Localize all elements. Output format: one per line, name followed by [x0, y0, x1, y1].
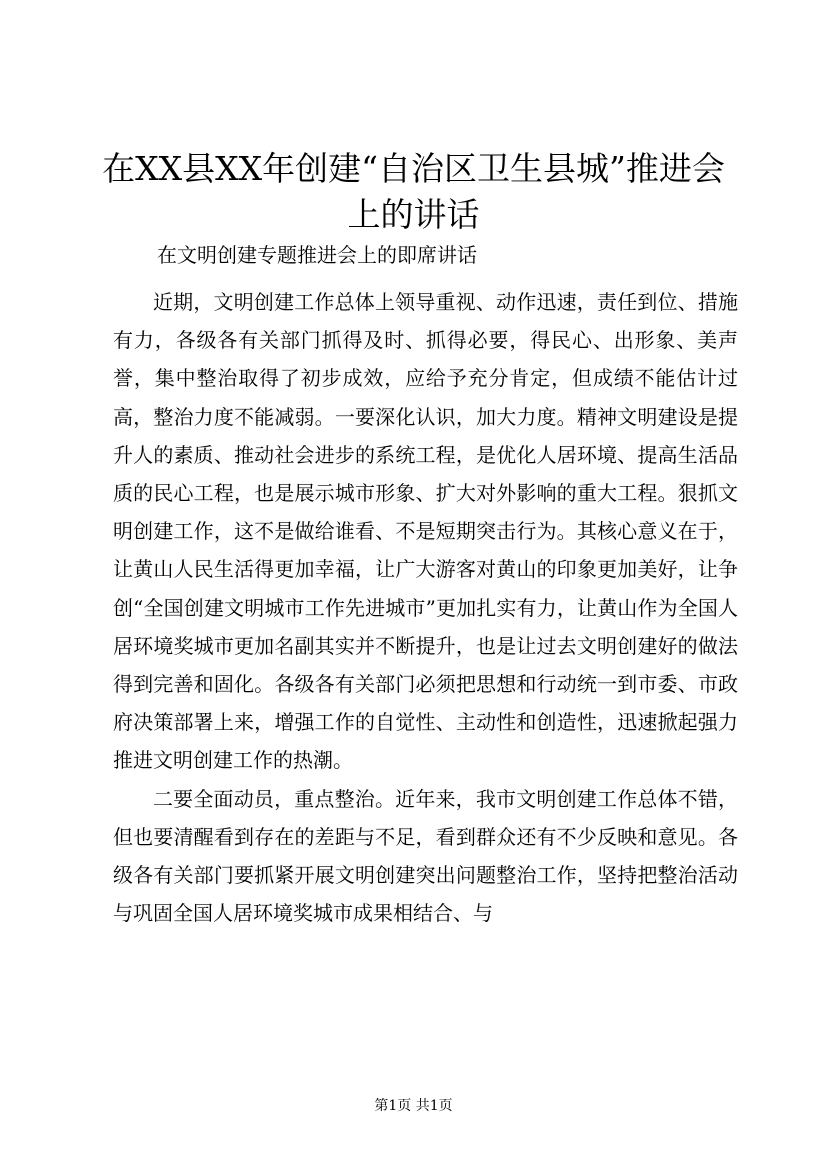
document-subtitle: 在文明创建专题推进会上的即席讲话: [157, 243, 477, 267]
body-paragraph: 二要全面动员，重点整治。近年来，我市文明创建工作总体不错，但也要清醒看到存在的差距与不足，看到群众还有不少反映和意见。各级各有关部门要抓紧开展文明创建突出问题整治工作，坚持把整治活动与巩固全国人居环境奖城市成果相结合、与: [113, 786, 738, 926]
body-paragraph: 近期，文明创建工作总体上领导重视、动作迅速，责任到位、措施有力，各级各有关部门抓得及时、抓得必要，得民心、出形象、美声誉，集中整治取得了初步成效，应给予充分肯定，但成绩不能估计过高，整治力度不能减弱。一要深化认识，加大力度。精神文明建设是提升人的素质、推动社会进步的系统工程，是优化人居环境、提高生活品质的民心工程，也是展示城市形象、扩大对外影响的重大工程。狠抓文明创建工作，这不是做给谁看、不是短期突击行为。其核心意义在于，让黄山人民生活得更加幸福，让广大游客对黄山的印象更加美好，让争创“全国创建文明城市工作先进城市”更加扎实有力，让黄山作为全国人居环境奖城市更加名副其实并不断提升，也是让过去文明创建好的做法得到完善和固化。各级各有关部门必须把思想和行动统一到市委、市政府决策部署上来，增强工作的自觉性、主动性和创造性，迅速掀起强力推进文明创建工作的热潮。: [113, 290, 738, 773]
document-title: 在XX县XX年创建“自治区卫生县城”推进会上的讲话: [102, 149, 725, 234]
page-footer: 第1页 共1页: [374, 1098, 453, 1114]
document-body: [113, 283, 738, 932]
